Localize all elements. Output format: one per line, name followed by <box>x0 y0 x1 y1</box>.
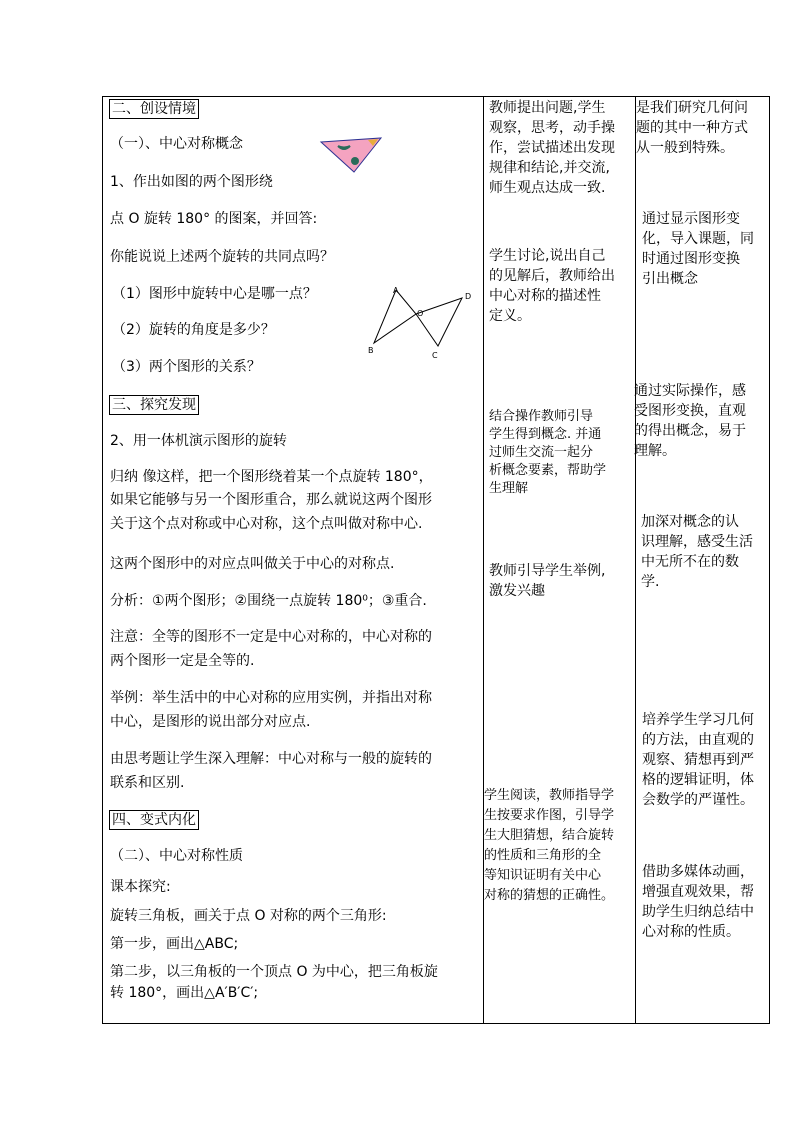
note-line: 教师引导学生举例, <box>489 563 606 579</box>
note-line: 识理解，感受生活 <box>641 534 753 550</box>
summary-line-2: 如果它能够与另一个图形重合，那么就说这两个图形 <box>110 492 432 508</box>
design-note-2 <box>642 209 754 289</box>
note-line: 中无所不在的数 <box>641 554 739 570</box>
attention-line-2: 两个图形一定是全等的. <box>110 653 255 669</box>
note-line: 师生观点达成一致. <box>489 180 606 196</box>
note-line: 的方法，由直观的 <box>642 732 754 748</box>
note-line: 生理解 <box>489 481 529 496</box>
note-line: 的性质和三角形的全 <box>484 848 602 863</box>
note-line: 受图形变换，直观 <box>634 403 746 419</box>
note-line: 助学生归纳总结中 <box>642 904 754 920</box>
colored-triangle-illustration <box>318 134 384 174</box>
note-line: 生按要求作图，引导学 <box>484 808 615 823</box>
note-line: 作，尝试描述出发现 <box>489 140 615 156</box>
note-line: 时通过图形变换 <box>642 251 740 267</box>
note-line: 化，导入课题，同 <box>642 231 754 247</box>
note-line: 规律和结论,并交流, <box>489 160 610 176</box>
example-line-2: 中心，是图形的说出部分对应点. <box>110 714 311 730</box>
teacher-note-3 <box>489 408 606 498</box>
note-line: 学生得到概念. 并通 <box>489 427 602 442</box>
note-line: 中心对称的描述性 <box>489 288 601 304</box>
note-line: 培养学生学习几何 <box>642 712 754 728</box>
design-note-5 <box>642 710 754 810</box>
attention-line-1: 注意：全等的图形不一定是中心对称的，中心对称的 <box>110 629 432 645</box>
rotate-instruction: 旋转三角板，画关于点 O 对称的两个三角形: <box>110 908 387 924</box>
concept-heading-1: （一）、中心对称概念 <box>110 136 243 152</box>
note-line: 格的逻辑证明，体 <box>642 772 754 788</box>
section-heading-4: 四、变式内化 <box>109 810 199 830</box>
label-c: C <box>432 351 438 360</box>
note-line: 生大胆猜想，结合旋转 <box>484 828 615 843</box>
note-line: 的见解后，教师给出 <box>489 268 615 284</box>
step-1: 第一步，画出△ABC; <box>110 936 239 952</box>
summary-line-3: 关于这个点对称或中心对称，这个点叫做对称中心. <box>110 516 423 532</box>
note-line: 对称的猜想的正确性。 <box>484 888 615 903</box>
note-line: 心对称的性质。 <box>642 924 740 940</box>
note-line: 的得出概念，易于 <box>634 423 746 439</box>
design-note-6 <box>642 862 754 942</box>
note-line: 观察、猜想再到严 <box>642 752 754 768</box>
label-o: O <box>417 309 424 318</box>
note-line: 从一般到特殊。 <box>636 140 734 156</box>
note-line: 激发兴趣 <box>489 583 545 599</box>
column-divider-2 <box>635 97 636 1023</box>
note-line: 结合操作教师引导 <box>489 409 594 424</box>
teacher-note-5 <box>484 786 614 906</box>
section-heading-2: 二、创设情境 <box>109 99 199 119</box>
question-1: （1）图形中旋转中心是哪一点？ <box>112 286 317 302</box>
bowtie-figure <box>365 283 477 365</box>
think-line-2: 联系和区别. <box>110 775 185 791</box>
note-line: 观察，思考，动手操 <box>489 120 615 136</box>
step-2-line-1: 第二步，以三角板的一个顶点 O 为中心，把三角板旋 <box>110 964 438 980</box>
question-intro: 你能说说上述两个旋转的共同点吗？ <box>110 249 334 265</box>
task-2: 2、用一体机演示图形的旋转 <box>110 433 287 449</box>
note-line: 引出概念 <box>642 271 698 287</box>
note-line: 教师提出问题,学生 <box>489 100 606 116</box>
section-heading-3: 三、探究发现 <box>109 395 199 415</box>
task-1-line-2: 点 O 旋转 180° 的图案，并回答: <box>110 211 318 227</box>
design-note-4 <box>641 512 753 592</box>
label-d: D <box>465 292 472 301</box>
design-note-3 <box>634 381 746 461</box>
teacher-note-1 <box>489 98 615 198</box>
teacher-note-4 <box>489 561 605 601</box>
example-line-1: 举例：举生活中的中心对称的应用实例，并指出对称 <box>110 690 432 706</box>
note-line: 通过实际操作，感 <box>634 383 746 399</box>
question-3: （3）两个图形的关系？ <box>112 359 261 375</box>
note-line: 学生讨论,说出自己 <box>489 248 606 264</box>
note-line: 加深对概念的认 <box>641 514 739 530</box>
note-line: 学. <box>641 574 660 590</box>
note-line: 借助多媒体动画， <box>642 864 754 880</box>
summary-line-1: 归纳 像这样，把一个图形绕着某一个点旋转 180°， <box>110 469 433 485</box>
think-line-1: 由思考题让学生深入理解：中心对称与一般的旋转的 <box>110 751 432 767</box>
note-line: 理解。 <box>634 443 676 459</box>
note-line: 是我们研究几何问 <box>636 100 748 116</box>
note-line: 过师生交流一起分 <box>489 445 594 460</box>
note-line: 增强直观效果，帮 <box>642 884 754 900</box>
note-line: 学生阅读，教师指导学 <box>484 788 615 803</box>
note-line: 等知识证明有关中心 <box>484 868 602 883</box>
teacher-note-2 <box>489 246 615 326</box>
symmetric-points-text: 这两个图形中的对应点叫做关于中心的对称点. <box>110 556 395 572</box>
question-2: （2）旋转的角度是多少？ <box>112 322 275 338</box>
note-line: 通过显示图形变 <box>642 211 740 227</box>
label-b: B <box>368 346 374 355</box>
task-1-line-1: 1、作出如图的两个图形绕 <box>110 174 273 190</box>
note-line: 会数学的严谨性。 <box>642 792 754 808</box>
note-line: 析概念要素，帮助学 <box>489 463 607 478</box>
design-note-1 <box>636 98 748 158</box>
concept-heading-2: （二）、中心对称性质 <box>110 848 243 864</box>
note-line: 题的其中一种方式 <box>636 120 748 136</box>
analysis-text: 分析：①两个图形；②围绕一点旋转 180⁰；③重合. <box>110 593 427 609</box>
step-2-line-2: 转 180°，画出△A′B′C′; <box>110 985 259 1001</box>
textbook-explore: 课本探究: <box>110 879 171 895</box>
note-line: 定义。 <box>489 308 531 324</box>
label-a: A <box>393 286 399 295</box>
